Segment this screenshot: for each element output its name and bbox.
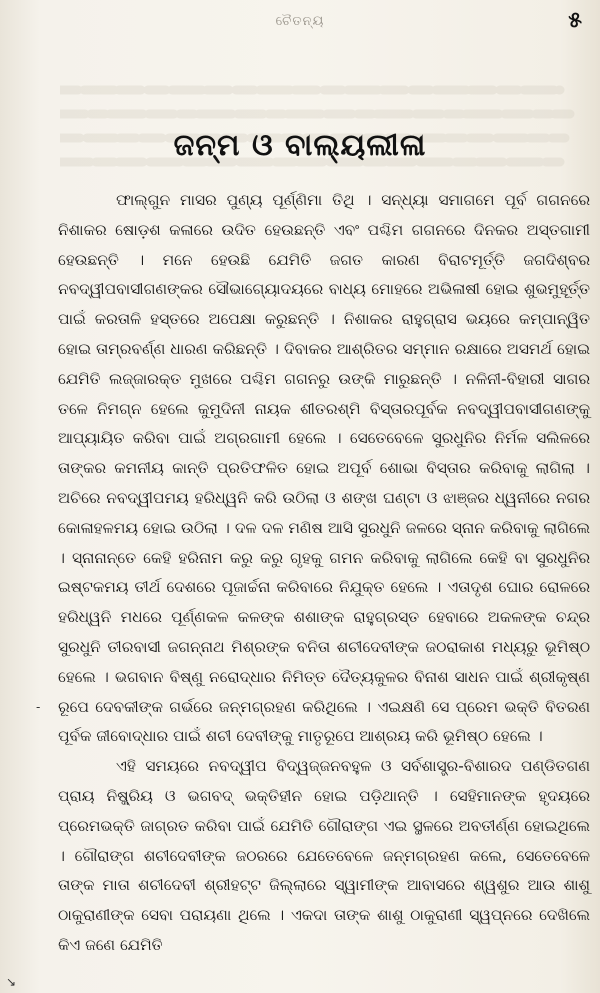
margin-tick: ↘ <box>6 975 17 989</box>
running-header: ଚୈତନ୍ୟ <box>275 14 325 29</box>
paragraph: ଏହି ସମୟରେ ନବଦ୍ୱୀପ ବିଦ୍ୱଜ୍ଜନବହୁଳ ଓ ସର୍ବଶାସ୍ତ୍ର-ବିଶାରଦ ପଣ୍ଡିତଗଣ ପ୍ରାୟ ନିଷ୍କ୍ରିୟ ଓ ଭଗବଦ୍ ଭକ୍ତିହୀନ ହୋଇ ପଡ଼ିଥାନ୍ତି । ସେହିମାନଙ୍କ ହୃଦୟରେ ପ୍ରେମଭକ୍ତି ଜାଗ୍ରତ କରିବା ପାଇଁ ଯେମିତି ଗୌରାଙ୍ଗ ଏଇ ସ୍ଥଳରେ ଅବତୀର୍ଣ୍ଣ ହୋଇଥିଲେ । ଗୌରାଙ୍ଗ ଶଚୀଦେବୀଙ୍କ ଜଠରରେ ଯେତେବେଳେ ଜନ୍ମଗ୍ରହଣ କଲେ, ସେତେବେଳେ ତାଙ୍କ ମାତା ଶଚୀଦେବୀ ଶ୍ରୀହଟ୍ଟ ଜିଲ୍ଲାରେ ସ୍ୱାମୀଙ୍କ ଆବାସରେ ଶ୍ୱଶୁର ଆଉ ଶାଶୁ ଠାକୁରାଣୀଙ୍କ ସେବା ପରାୟଣା ଥିଲେ । ଏକଦା ତାଙ୍କ ଶାଶୁ ଠାକୁରାଣୀ ସ୍ୱପ୍ନରେ ଦେଖିଲେ କିଏ ଜଣେ ଯେମିତି <box>58 757 590 954</box>
chapter-title: ଜନ୍ମ ଓ ବାଲ୍ୟଲୀଳା <box>173 128 427 163</box>
page-number: ୫ <box>568 8 582 33</box>
body-text <box>58 186 590 961</box>
margin-tick: ‑ <box>36 700 41 714</box>
paragraph: ଫାଲ୍‌ଗୁନ ମାସର ପୁଣ୍ୟ ପୂର୍ଣ୍ଣିମା ତିଥି । ସନ୍ଧ୍ୟା ସମାଗମେ ପୂର୍ବ ଗଗନରେ ନିଶାକର ଷୋଡ଼ଶ କଳାରେ ଉଦିତ ହେଉଛନ୍ତି ଏବଂ ପଶ୍ଚିମ ଗଗନରେ ଦିନକର ଅସ୍ତଗାମୀ ହେଉଛନ୍ତି । ମନେ ହେଉଛି ଯେମିତି ଜଗତ କାରଣ ବିରାଟମୂର୍ତ୍ତି ଜଗଦିଶ୍ବର ନବଦ୍ୱୀପବାସୀଗଣଙ୍କର ସୌଭାଗ୍ୟୋଦୟରେ ବାଧ୍ୟ ମୋହରେ ଅଭିଳାଷୀ ହୋଇ ଶୁଭମୁହୂର୍ତ୍ତ ପାଇଁ କରତାଳି ହସ୍ତରେ ଅପେକ୍ଷା କରୁଛନ୍ତି । ନିଶାକର ରାହୁଗ୍ରାସ ଭୟରେ କମ୍ପାନ୍ୱିତ ହୋଇ ତାମ୍ରବର୍ଣ୍ଣ ଧାରଣ କରିଛନ୍ତି । ଦିବାକର ଆଶ୍ରିତର ସମ୍ମାନ ରକ୍ଷାରେ ଅସମର୍ଥ ହୋଇ ଯେମିତି ଲଜ୍ଜାରକ୍ତ ମୁଖରେ ପଶ୍ଚିମ ଗଗନରୁ ଉଙ୍କି ମାରୁଛନ୍ତି । ନଳିନୀ-ବିହାରୀ ସାଗର ତଳେ ନିମଗ୍ନ ହେଲେ କୁମୁଦିନୀ ନାୟକ ଶୀତରଶ୍ମି ବିସ୍ତାରପୂର୍ବକ ନବଦ୍ୱୀପବାସୀଗଣଙ୍କୁ ଆପ୍ୟାୟିତ କରିବା ପାଇଁ ଅଗ୍ରଗାମୀ ହେଲେ । ସେତେବେଳେ ସୁରଧୁନିର ନିର୍ମଳ ସଲିଳରେ ତାଙ୍କର କମନୀୟ କାନ୍ତି ପ୍ରତିଫଳିତ ହୋଇ ଅପୂର୍ବ ଶୋଭା ବିସ୍ତାର କରିବାକୁ ଲାଗିଲା । ଅଚିରେ ନବଦ୍ୱୀପମୟ ହରିଧ୍ୱନି କରି ଉଠିଲା ଓ ଶଙ୍ଖ ଘଣ୍ଟା ଓ ଝାଞ୍ଜର ଧ୍ୱନୀରେ ନଗର କୋଳାହଳମୟ ହୋଇ ଉଠିଲା । ଦଳ ଦଳ ମଣିଷ ଆସି ସୁରଧୁନି ଜଳରେ ସ୍ନାନ କରିବାକୁ ଲାଗିଲେ । ସ୍ନାନାନ୍ତେ କେହି ହରିନାମ କରୁ କରୁ ଗୃହକୁ ଗମନ କରିବାକୁ ଲାଗିଲେ କେହି ବା ସୁରଧୁନିର ଇଷ୍ଟକମୟ ତୀର୍ଥ ଦେଶରେ ପୂଜାର୍ଚ୍ଚନା କରିବାରେ ନିଯୁକ୍ତ ହେଲେ । ଏତାଦୃଶ ଘୋର ରୋଳରେ ହରିଧ୍ୱନି ମଧରେ ପୂର୍ଣ୍ଣକଳ କଳଙ୍କ ଶଶାଙ୍କ ରାହୁଗ୍ରସ୍ତ ହେବାରେ ଅକଳଙ୍କ ଚନ୍ଦ୍ର ସୁରଧୁନି ତୀରବାସୀ ଜଗନ୍ନାଥ ମିଶ୍ରଙ୍କ ବନିତା ଶଚୀଦେବୀଙ୍କ ଜଠରାକାଶ ମଧ୍ୟରୁ ଭୂମିଷ୍ଠ ହେଲେ । ଭଗବାନ ବିଷ୍ଣୁ ନରୋଦ୍ଧାର ନିମିତ୍ତ ଦୈତ୍ୟକୁଳର ବିନାଶ ସାଧନ ପାଇଁ ଶ୍ରୀକୃଷ୍ଣ ରୂପେ ଦେବକୀଙ୍କ ଗର୍ଭରେ ଜନ୍ମଗ୍ରହଣ କରିଥିଲେ । ଏଇକ୍ଷଣି ସେ ପ୍ରେମ ଭକ୍ତି ବିତରଣ ପୂର୍ବକ ଜୀବୋଦ୍ଧାର ପାଇଁ ଶଚୀ ଦେବୀଙ୍କୁ ମାତୃରୂପେ ଆଶ୍ରୟ କରି ଭୂମିଷ୍ଠ ହେଲେ । <box>58 191 590 746</box>
